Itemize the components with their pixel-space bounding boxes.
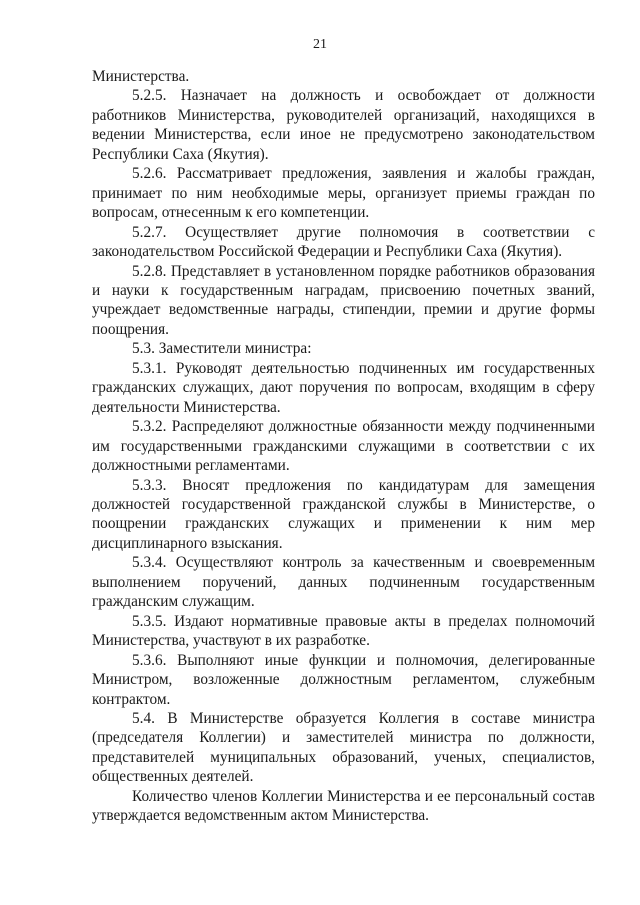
- paragraph-5-2-5: 5.2.5. Назначает на должность и освобождает от должности работников Министерства, руководителей организаций, находящихся в ведении Министерства, если иное не предусмотрено законодательством Республики Саха (Якутия).: [92, 87, 595, 163]
- paragraph-5-2-8: 5.2.8. Представляет в установленном порядке работников образования и науки к государственным наградам, присвоению почетных званий, учреждает ведомственные награды, стипендии, премии и другие формы поощрения.: [92, 262, 595, 338]
- paragraph-5-3: 5.3. Заместители министра:: [132, 340, 312, 358]
- document-body: [92, 67, 595, 826]
- paragraph-5-2-6: 5.2.6. Рассматривает предложения, заявления и жалобы граждан, принимает по ним необходимые меры, организует приемы граждан по вопросам, отнесенным к его компетенции.: [92, 165, 595, 222]
- paragraph-5-3-3: 5.3.3. Вносят предложения по кандидатурам для замещения должностей государственной гражданской службы в Министерстве, о поощрении гражданских служащих и применении к ним мер дисциплинарного взыскания.: [92, 476, 595, 552]
- paragraph-5-3-6: 5.3.6. Выполняют иные функции и полномочия, делегированные Министром, возложенные должностным регламентом, служебным контрактом.: [92, 651, 595, 708]
- paragraph-5-3-1: 5.3.1. Руководят деятельностью подчиненных им государственных гражданских служащих, дают поручения по вопросам, входящим в сферу деятельности Министерства.: [92, 359, 595, 416]
- paragraph-5-3-4: 5.3.4. Осуществляют контроль за качественным и своевременным выполнением поручений, данных подчиненным государственным гражданским служащим.: [92, 554, 595, 611]
- paragraph-5-3-2: 5.3.2. Распределяют должностные обязанности между подчиненными им государственными гражданскими служащими в соответствии с их должностными регламентами.: [92, 418, 595, 475]
- paragraph-collegium-composition: Количество членов Коллегии Министерства и ее персональный состав утверждается ведомственным актом Министерства.: [92, 787, 595, 825]
- paragraph-5-3-5: 5.3.5. Издают нормативные правовые акты в пределах полномочий Министерства, участвуют в их разработке.: [92, 612, 595, 650]
- paragraph-continuation: Министерства.: [92, 68, 190, 85]
- paragraph-5-4: 5.4. В Министерстве образуется Коллегия в составе министра (председателя Коллегии) и заместителей министра по должности, представителей муниципальных образований, ученых, специалистов, общественных деятелей.: [92, 709, 595, 786]
- paragraph-5-2-7: 5.2.7. Осуществляет другие полномочия в соответствии с законодательством Российской Федерации и Республики Саха (Якутия).: [92, 223, 595, 261]
- page-number: 21: [313, 37, 327, 52]
